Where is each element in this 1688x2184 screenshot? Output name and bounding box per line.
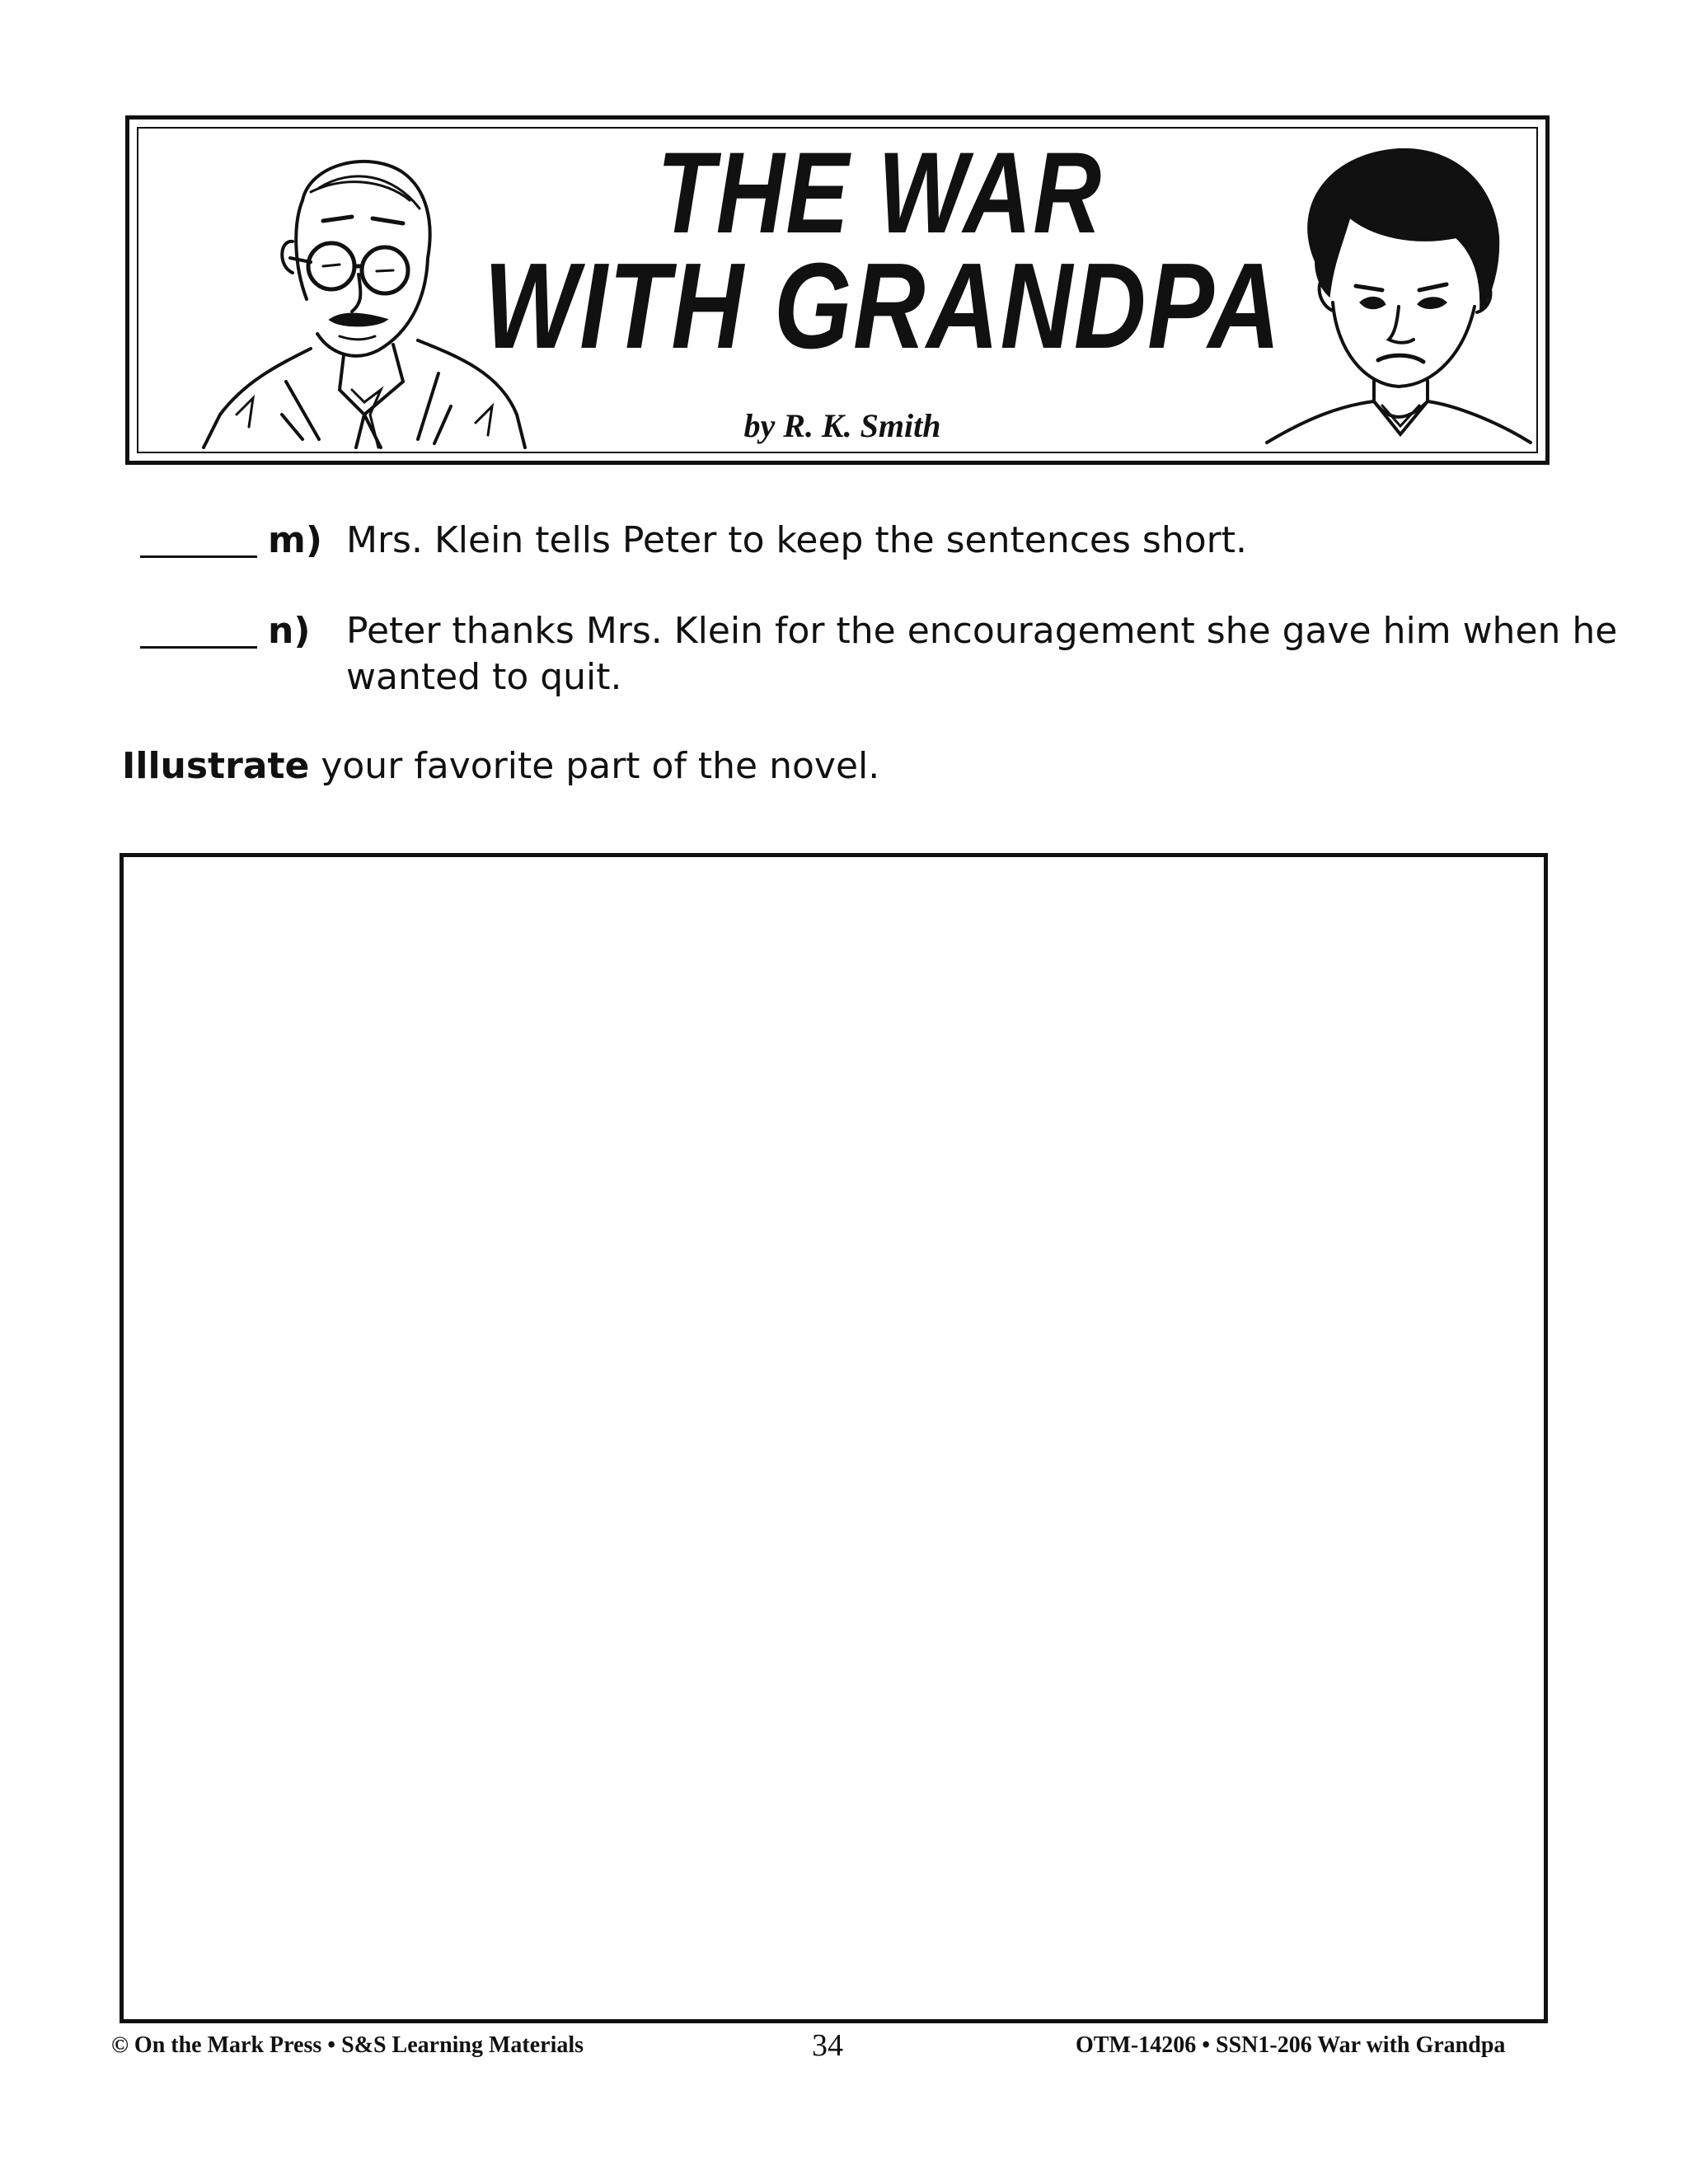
author-byline: by R. K. Smith	[743, 407, 941, 444]
question-text: Mrs. Klein tells Peter to keep the sentences short.	[346, 519, 1247, 561]
footer-product-code: OTM-14206 • SSN1-206 War with Grandpa	[1076, 2032, 1506, 2058]
title-banner	[125, 115, 1550, 465]
question-letter: n)	[268, 610, 311, 652]
illustration-box[interactable]	[120, 853, 1548, 2023]
answer-blank-n[interactable]	[140, 646, 257, 649]
answer-blank-m[interactable]	[140, 555, 257, 558]
title-line-1: THE WAR	[657, 128, 1103, 257]
question-text: Peter thanks Mrs. Klein for the encouragement she gave him when he wanted to quit.	[346, 610, 1618, 698]
footer-copyright: © On the Mark Press • S&S Learning Materials	[111, 2032, 584, 2058]
prompt-bold: Illustrate	[122, 745, 310, 787]
page-number: 34	[812, 2028, 843, 2063]
prompt-rest: your favorite part of the novel.	[309, 745, 880, 787]
boy-illustration	[1259, 138, 1539, 459]
question-letter: m)	[268, 519, 322, 561]
title-line-2: WITH GRANDPA	[484, 238, 1282, 374]
illustrate-prompt	[122, 745, 879, 787]
